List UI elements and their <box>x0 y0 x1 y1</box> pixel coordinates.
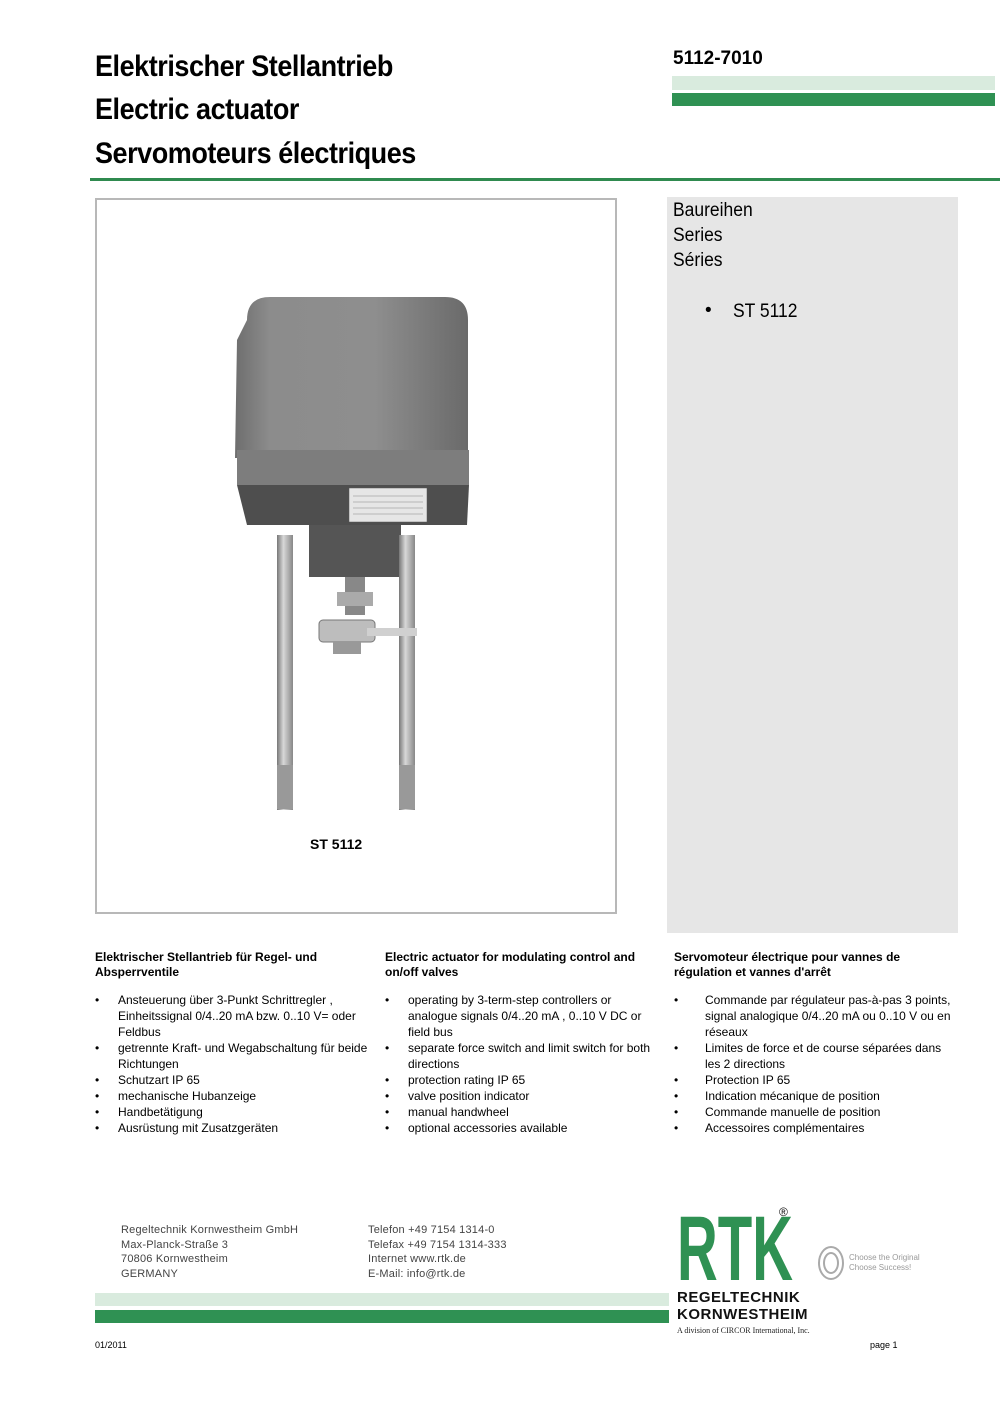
photo-caption: ST 5112 <box>310 836 363 852</box>
thread-left <box>277 765 293 809</box>
rtk-logo-letters: RTK <box>677 1200 793 1288</box>
page-number: page 1 <box>870 1340 898 1350</box>
series-bullet: • <box>705 300 712 321</box>
footer-band-light <box>95 1293 669 1306</box>
nameplate <box>349 488 427 522</box>
list-item: • Ausrüstung mit Zusatzgeräten <box>95 1121 279 1135</box>
list-item: • Indication mécanique de position <box>674 1089 880 1103</box>
column-french <box>674 950 954 1136</box>
division-note: A division of CIRCOR International, Inc. <box>677 1326 810 1335</box>
header-band-light <box>672 76 995 90</box>
address-company: Regeltechnik Kornwestheim GmbH <box>121 1224 299 1236</box>
header-band-dark <box>672 93 995 106</box>
series-heading-fr: Séries <box>673 250 723 271</box>
address-street: Max-Planck-Straße 3 <box>121 1239 229 1251</box>
list-item: • getrennte Kraft- und Wegabschaltung für beide Richtungen <box>95 1041 368 1071</box>
list-item: • Commande manuelle de position <box>674 1105 881 1119</box>
company-name-line1: REGELTECHNIK <box>677 1289 801 1306</box>
column-german <box>95 950 375 1136</box>
series-heading-de: Baureihen <box>673 200 753 221</box>
address-city: 70806 Kornwestheim <box>121 1253 228 1265</box>
housing-cover <box>235 297 468 458</box>
list-item: • Limites de force et de course séparées dans les 2 directions <box>674 1041 942 1071</box>
circor-seal-icon <box>817 1245 847 1281</box>
company-name-line2: KORNWESTHEIM <box>677 1306 808 1323</box>
title-french: Servomoteurs électriques <box>95 137 416 170</box>
registered-mark: ® <box>779 1205 788 1219</box>
cover-rim <box>237 450 469 485</box>
list-item: • operating by 3-term-step controllers or analogue signals 0/4..20 mA , 0..10 V DC or field bus <box>385 993 642 1039</box>
list-item: • Schutzart IP 65 <box>95 1073 200 1087</box>
list-item: • valve position indicator <box>385 1089 530 1103</box>
series-heading-en: Series <box>673 225 723 246</box>
list-item: • Commande par régulateur pas-à-pas 3 points, signal analogique 0/4..20 mA ou 0..10 V ou en réseaux <box>674 993 951 1039</box>
list-item: • Handbetätigung <box>95 1105 203 1119</box>
rtk-logo <box>675 1200 800 1288</box>
product-photo-frame <box>95 198 617 914</box>
list-item: • mechanische Hubanzeige <box>95 1089 257 1103</box>
document-number: 5112-7010 <box>673 48 763 69</box>
address-country: GERMANY <box>121 1268 179 1280</box>
list-item: • manual handwheel <box>385 1105 509 1119</box>
column-heading: Elektrischer Stellantrieb für Regel- und Absperrventile <box>95 950 318 979</box>
column-english <box>385 950 655 1136</box>
list-item: • separate force switch and limit switch for both directions <box>385 1041 651 1071</box>
thread-right <box>399 765 415 809</box>
slogan-line2: Choose Success! <box>849 1263 912 1272</box>
slogan-line1: Choose the Original <box>849 1253 920 1262</box>
column-heading: Servomoteur électrique pour vannes de régulation et vannes d'arrêt <box>674 950 901 979</box>
footer-date: 01/2011 <box>95 1340 127 1350</box>
feature-list <box>95 992 375 1136</box>
contact-email[interactable]: E-Mail: info@rtk.de <box>368 1268 466 1280</box>
travel-indicator <box>367 628 417 636</box>
series-item: ST 5112 <box>733 301 798 322</box>
column-heading: Electric actuator for modulating control and on/off valves <box>385 950 636 979</box>
list-item: • optional accessories available <box>385 1121 568 1135</box>
list-item: • Protection IP 65 <box>674 1073 791 1087</box>
list-item: • protection rating IP 65 <box>385 1073 526 1087</box>
contact-phone: Telefon +49 7154 1314-0 <box>368 1224 495 1236</box>
actuator-illustration <box>97 200 615 912</box>
list-item: • Accessoires complémentaires <box>674 1121 865 1135</box>
feature-list <box>385 992 655 1136</box>
title-divider <box>90 178 1000 181</box>
list-item: • Ansteuerung über 3-Punkt Schrittregler , Einheitssignal 0/4..20 mA bzw. 0..10 V= oder Feldbus <box>95 993 356 1039</box>
title-english: Electric actuator <box>95 93 299 126</box>
feature-list <box>674 992 954 1136</box>
contact-fax: Telefax +49 7154 1314-333 <box>368 1239 507 1251</box>
title-german: Elektrischer Stellantrieb <box>95 50 393 83</box>
footer-band-dark <box>95 1310 669 1323</box>
yoke-block <box>309 525 401 577</box>
coupling <box>319 620 375 642</box>
contact-website[interactable]: Internet www.rtk.de <box>368 1253 466 1265</box>
